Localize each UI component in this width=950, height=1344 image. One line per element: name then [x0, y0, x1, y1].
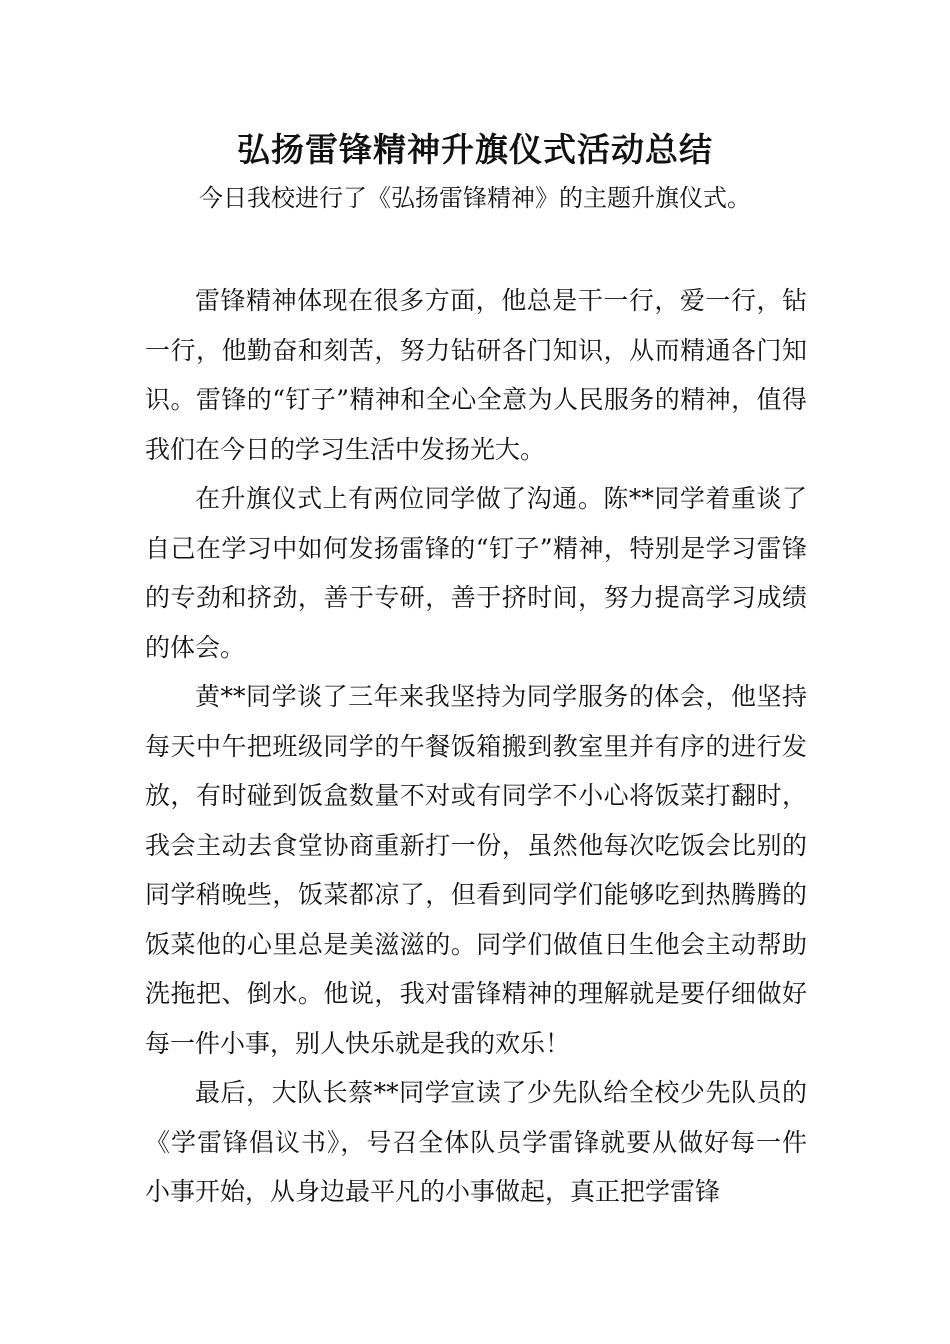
paragraph: 黄**同学谈了三年来我坚持为同学服务的体会，他坚持每天中午把班级同学的午餐饭箱搬到教室里并有序的进行发放，有时碰到饭盒数量不对或有同学不小心将饭菜打翻时，我会主动去食堂协商重新打一份，虽然他每次吃饭会比别的同学稍晚些，饭菜都凉了，但看到同学们能够吃到热腾腾的饭菜他的心里总是美滋滋的。同学们做值日生他会主动帮助洗拖把、倒水。他说，我对雷锋精神的理解就是要仔细做好每一件小事，别人快乐就是我的欢乐！ [145, 682, 807, 1058]
paragraph: 雷锋精神体现在很多方面，他总是干一行，爱一行，钻一行，他勤奋和刻苦，努力钻研各门知识，从而精通各门知识。雷锋的“钉子”精神和全心全意为人民服务的精神，值得我们在今日的学习生活中发扬光大。 [145, 286, 807, 464]
paragraph: 最后，大队长蔡**同学宣读了少先队给全校少先队员的《学雷锋倡议书》，号召全体队员学雷锋就要从做好每一件小事开始，从身边最平凡的小事做起，真正把学雷锋 [145, 1078, 807, 1206]
document-subtitle: 今日我校进行了《弘扬雷锋精神》的主题升旗仪式。 [199, 184, 751, 212]
document-title: 弘扬雷锋精神升旗仪式活动总结 [237, 130, 713, 169]
paragraph: 在升旗仪式上有两位同学做了沟通。陈**同学着重谈了自己在学习中如何发扬雷锋的“钉子”精神，特别是学习雷锋的专劲和挤劲，善于专研，善于挤时间，努力提高学习成绩的体会。 [145, 484, 807, 662]
document-body [145, 276, 807, 1217]
